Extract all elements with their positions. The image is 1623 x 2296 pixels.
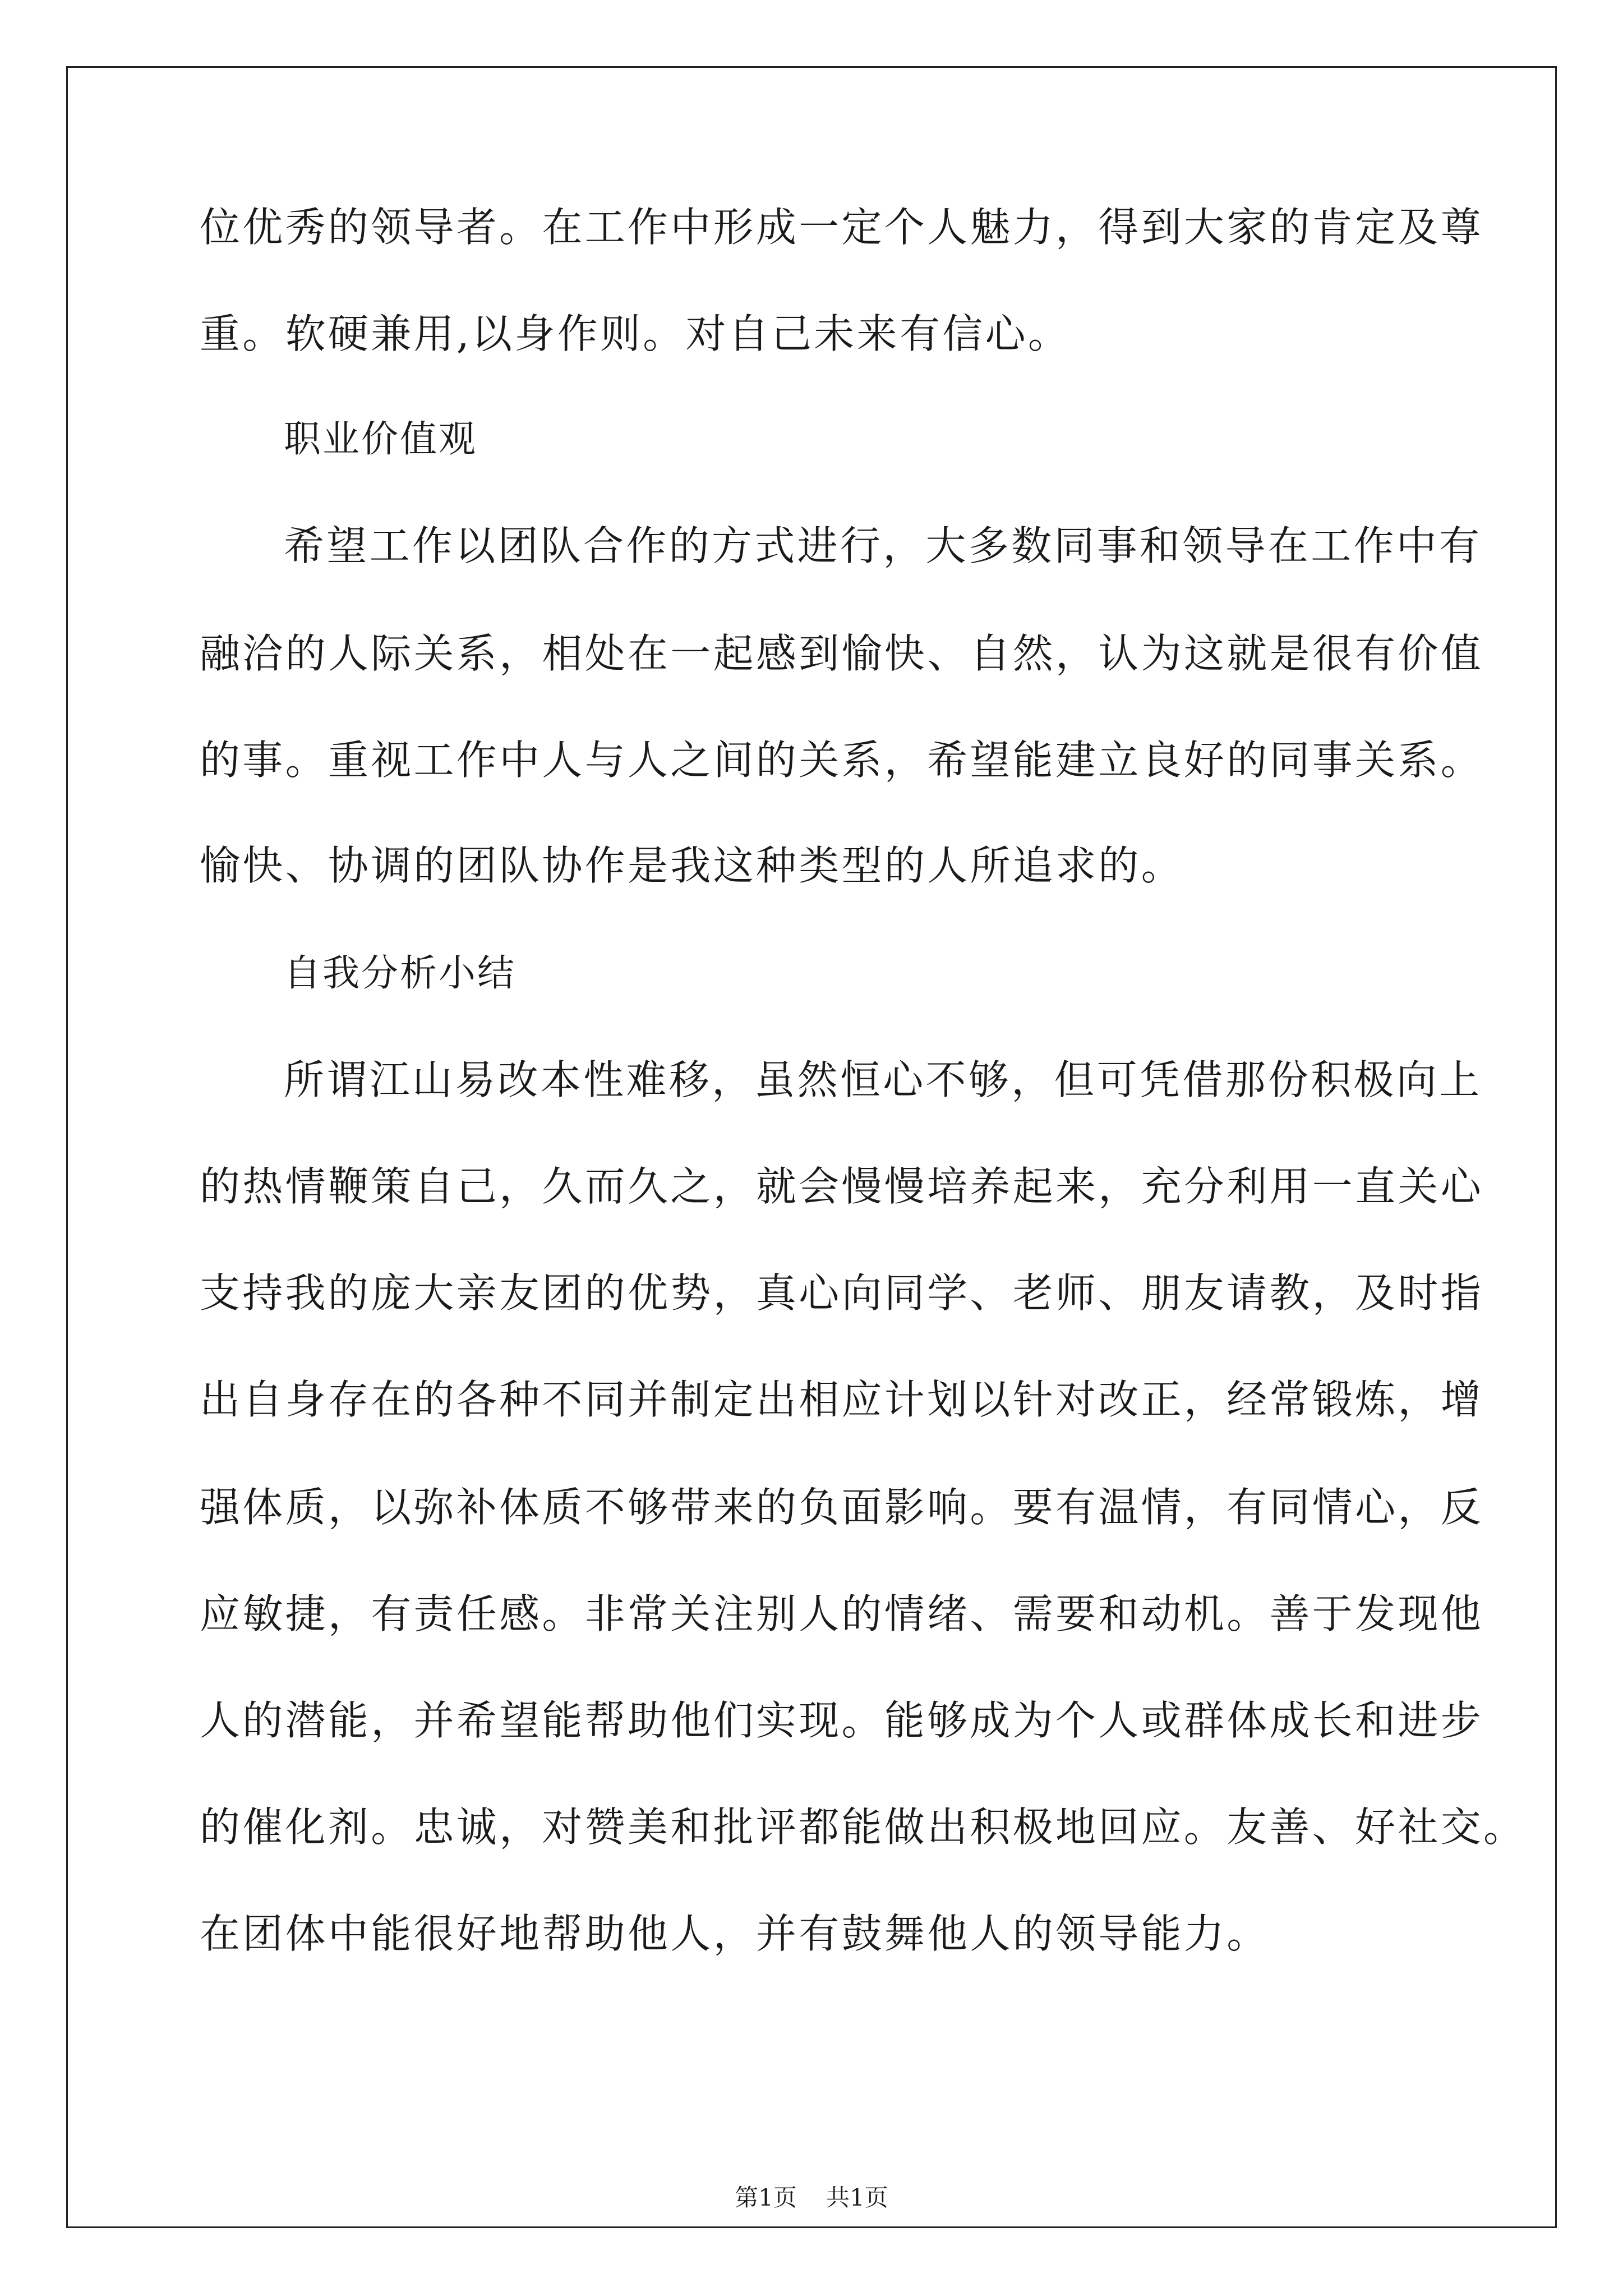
paragraph-line: 愉快、协调的团队协作是我这种类型的人所追求的。: [200, 842, 1184, 889]
paragraph-line: 位优秀的领导者。在工作中形成一定个人魅力，得到大家的肯定及尊: [200, 204, 1484, 251]
page-footer: [0, 2181, 1623, 2215]
paragraph-line: 所谓江山易改本性难移，虽然恒心不够，但可凭借那份积极向上: [284, 1056, 1482, 1103]
paragraph-line: 在团体中能很好地帮助他人，并有鼓舞他人的领导能力。: [200, 1910, 1270, 1957]
page-border: [66, 66, 1557, 2228]
paragraph-line: 强体质，以弥补体质不够带来的负面影响。要有温情，有同情心，反: [200, 1484, 1484, 1531]
paragraph-line: 希望工作以团队合作的方式进行，大多数同事和领导在工作中有: [284, 522, 1482, 569]
paragraph-line: 应敏捷，有责任感。非常关注别人的情绪、需要和动机。善于发现他: [200, 1590, 1484, 1637]
section-heading-career-values: 职业价值观: [284, 417, 477, 461]
paragraph-line: 的事。重视工作中人与人之间的关系，希望能建立良好的同事关系。: [200, 737, 1484, 784]
paragraph-line: 的催化剂。忠诚，对赞美和批评都能做出积极地回应。友善、好社交。: [200, 1803, 1527, 1851]
paragraph-line: 支持我的庞大亲友团的优势，真心向同学、老师、朋友请教，及时指: [200, 1269, 1484, 1317]
paragraph-line: 融洽的人际关系，相处在一起感到愉快、自然，认为这就是很有价值: [200, 630, 1484, 677]
paragraph-line: 人的潜能，并希望能帮助他们实现。能够成为个人或群体成长和进步: [200, 1697, 1484, 1744]
paragraph-line: 出自身存在的各种不同并制定出相应计划以针对改正，经常锻炼，增: [200, 1376, 1484, 1423]
paragraph-line: 重。软硬兼用,以身作则。对自己未来有信心。: [200, 310, 1071, 357]
section-heading-self-analysis-summary: 自我分析小结: [284, 951, 516, 995]
paragraph-line: 的热情鞭策自己，久而久之，就会慢慢培养起来，充分利用一直关心: [200, 1163, 1484, 1210]
page-total: 共1页: [826, 2184, 888, 2211]
page-number: 第1页: [735, 2184, 797, 2211]
